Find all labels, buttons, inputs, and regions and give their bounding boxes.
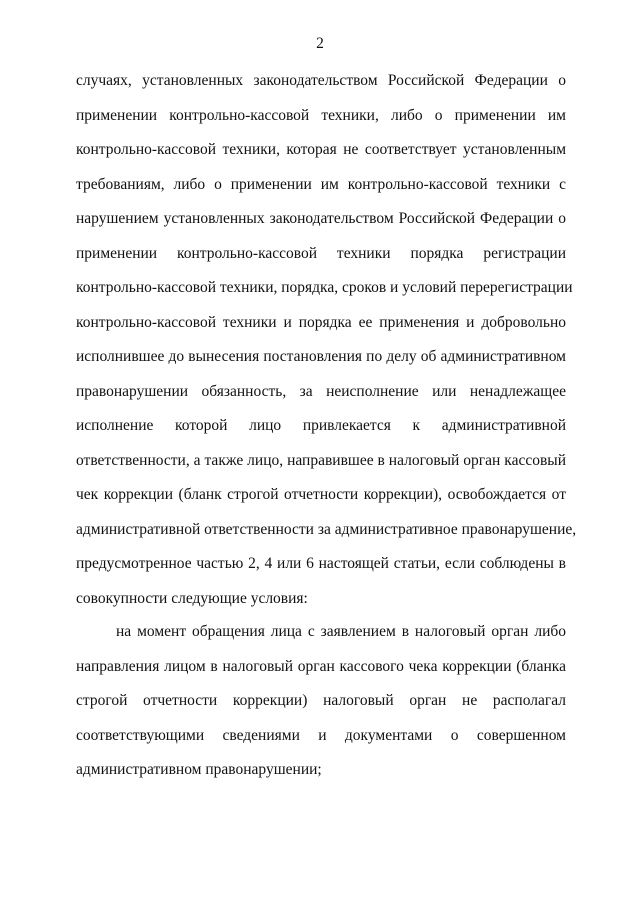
text-line: применении контрольно-кассовой техники порядка регистрации: [76, 244, 566, 262]
text-line: требованиям, либо о применении им контрольно-кассовой техники с: [76, 175, 566, 193]
text-line: контрольно-кассовой техники, которая не соответствует установленным: [76, 141, 566, 158]
paragraph-1: [76, 64, 577, 616]
text-line: на момент обращения лица с заявлением в налоговый орган либо: [116, 623, 566, 640]
text-line: строгой отчетности коррекции) налоговый орган не располагал: [76, 692, 566, 709]
text-line: чек коррекции (бланк строгой отчетности коррекции), освобождается от: [76, 486, 566, 503]
text-line: исполнившее до вынесения постановления по делу об административном: [76, 348, 566, 365]
paragraph-2: [76, 615, 566, 788]
text-line: ответственности, а также лицо, направившее в налоговый орган кассовый: [76, 451, 566, 469]
text-line: контрольно-кассовой техники и порядка ее применения и добровольно: [76, 313, 566, 331]
text-line: нарушением установленных законодательством Российской Федерации о: [76, 210, 566, 227]
text-line: административном правонарушении;: [76, 761, 322, 778]
text-line: исполнение которой лицо привлекается к административной: [76, 417, 566, 434]
text-line: совокупности следующие условия:: [76, 589, 308, 607]
text-line: предусмотренное частью 2, 4 или 6 настоящей статьи, если соблюдены в: [76, 555, 566, 572]
text-line: применении контрольно-кассовой техники, либо о применении им: [76, 106, 566, 124]
text-line: случаях, установленных законодательством Российской Федерации о: [76, 72, 566, 89]
text-line: правонарушении обязанность, за неисполнение или ненадлежащее: [76, 382, 566, 400]
text-line: контрольно-кассовой техники, порядка, сроков и условий перерегистрации: [76, 279, 573, 296]
text-line: направления лицом в налоговый орган кассового чека коррекции (бланка: [76, 657, 566, 675]
page-number: 2: [316, 35, 324, 52]
text-line: административной ответственности за административное правонарушение,: [76, 520, 577, 538]
text-line: соответствующими сведениями и документами о совершенном: [76, 726, 566, 744]
